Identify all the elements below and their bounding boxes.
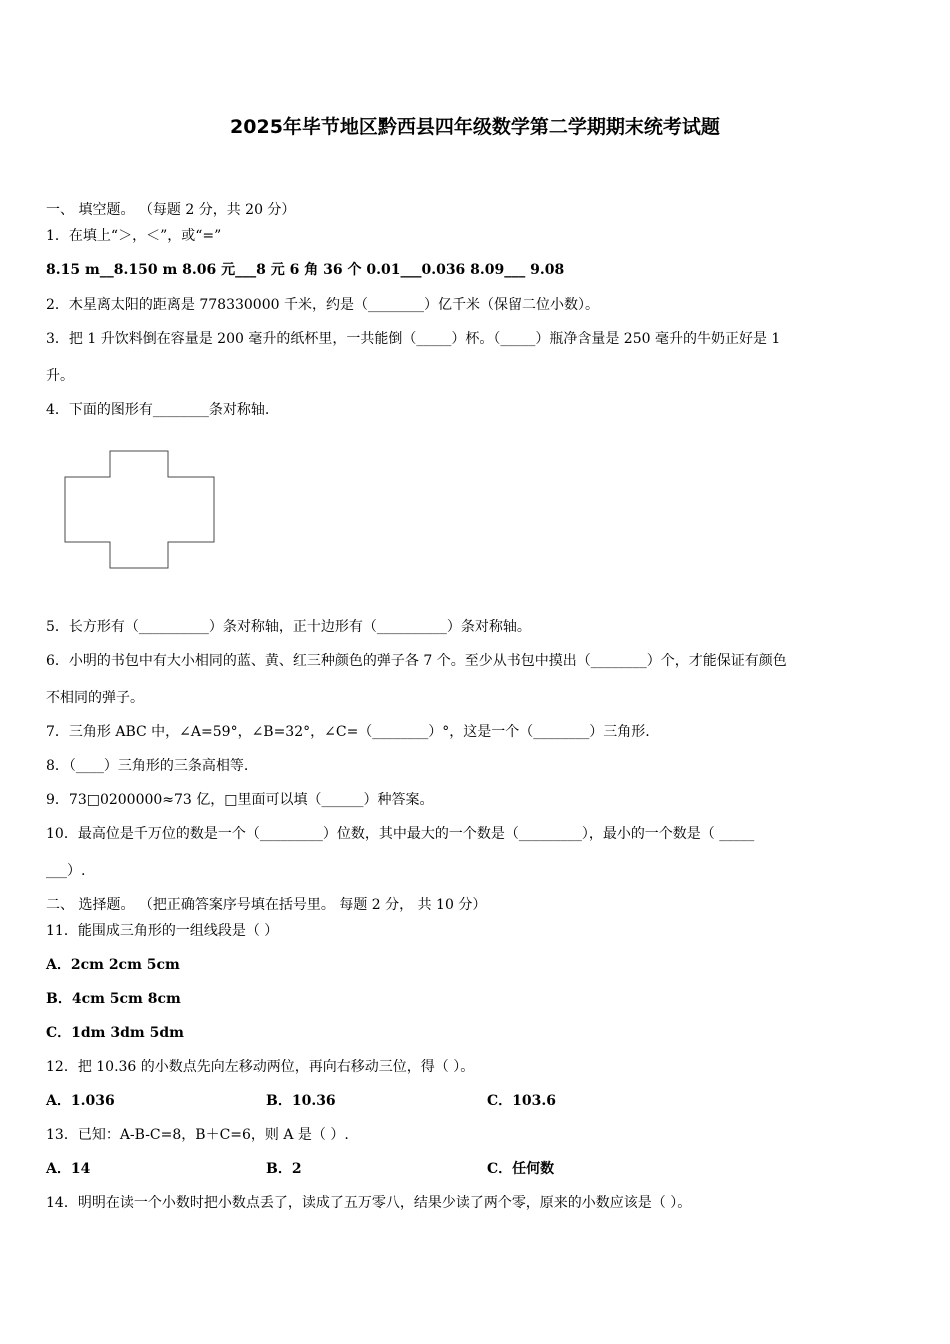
question-1: 1．在填上“＞，＜”，或“=” xyxy=(46,228,222,244)
question-12-option-b: B．10.36 xyxy=(266,1093,336,1109)
question-7: 7．三角形 ABC 中，∠A=59°，∠B=32°，∠C=（________）°，这是一个（________）三角形. xyxy=(46,724,650,740)
section-2-heading: 二、 选择题。 （把正确答案序号填在括号里。 每题 2 分， 共 10 分） xyxy=(46,897,487,913)
question-6-line-1: 6．小明的书包中有大小相同的蓝、黄、红三种颜色的弹子各 7 个。至少从书包中摸出（________）个，才能保证有颜色 xyxy=(46,653,787,669)
page-title: 2025年毕节地区黔西县四年级数学第二学期期末统考试题 xyxy=(230,116,720,138)
question-11-option-c: C．1dm 3dm 5dm xyxy=(46,1025,184,1041)
question-11-option-a: A．2cm 2cm 5cm xyxy=(46,957,180,973)
cross-shape-figure xyxy=(62,448,218,572)
question-1-items: 8.15 m__8.150 m 8.06 元___8 元 6 角 36 个 0.01___0.036 8.09___ 9.08 xyxy=(46,262,565,278)
question-12: 12．把 10.36 的小数点先向左移动两位，再向右移动三位，得（ ）。 xyxy=(46,1059,475,1075)
question-10-line-2: ___）. xyxy=(46,863,86,879)
question-13-option-a: A．14 xyxy=(46,1161,91,1177)
question-2: 2．木星离太阳的距离是 778330000 千米，约是（________）亿千米（保留二位小数）。 xyxy=(46,297,599,313)
question-13-option-c: C．任何数 xyxy=(487,1161,555,1177)
question-3-line-1: 3．把 1 升饮料倒在容量是 200 毫升的纸杯里，一共能倒（_____）杯。（_____）瓶净含量是 250 毫升的牛奶正好是 1 xyxy=(46,331,781,347)
question-14: 14．明明在读一个小数时把小数点丢了，读成了五万零八，结果少读了两个零，原来的小数应该是（ ）。 xyxy=(46,1195,692,1211)
section-1-heading: 一、 填空题。 （每题 2 分，共 20 分） xyxy=(46,202,296,218)
question-6-line-2: 不相同的弹子。 xyxy=(46,690,144,706)
question-13: 13．已知：A-B-C=8，B＋C=6，则 A 是（ ）. xyxy=(46,1127,349,1143)
question-9: 9．73□0200000≈73 亿，□里面可以填（______）种答案。 xyxy=(46,792,434,808)
question-11-option-b: B．4cm 5cm 8cm xyxy=(46,991,181,1007)
cross-shape-outline xyxy=(65,451,214,568)
question-12-option-c: C．103.6 xyxy=(487,1093,556,1109)
question-12-option-a: A．1.036 xyxy=(46,1093,115,1109)
question-4: 4．下面的图形有________条对称轴. xyxy=(46,402,270,418)
question-10-line-1: 10．最高位是千万位的数是一个（_________）位数，其中最大的一个数是（_________），最小的一个数是（ _____ xyxy=(46,826,755,842)
question-5: 5．长方形有（__________）条对称轴，正十边形有（__________）条对称轴。 xyxy=(46,619,531,635)
question-8: 8．（____）三角形的三条高相等. xyxy=(46,758,249,774)
question-13-option-b: B．2 xyxy=(266,1161,302,1177)
question-11: 11．能围成三角形的一组线段是（ ） xyxy=(46,923,279,939)
question-3-line-2: 升。 xyxy=(46,368,74,384)
